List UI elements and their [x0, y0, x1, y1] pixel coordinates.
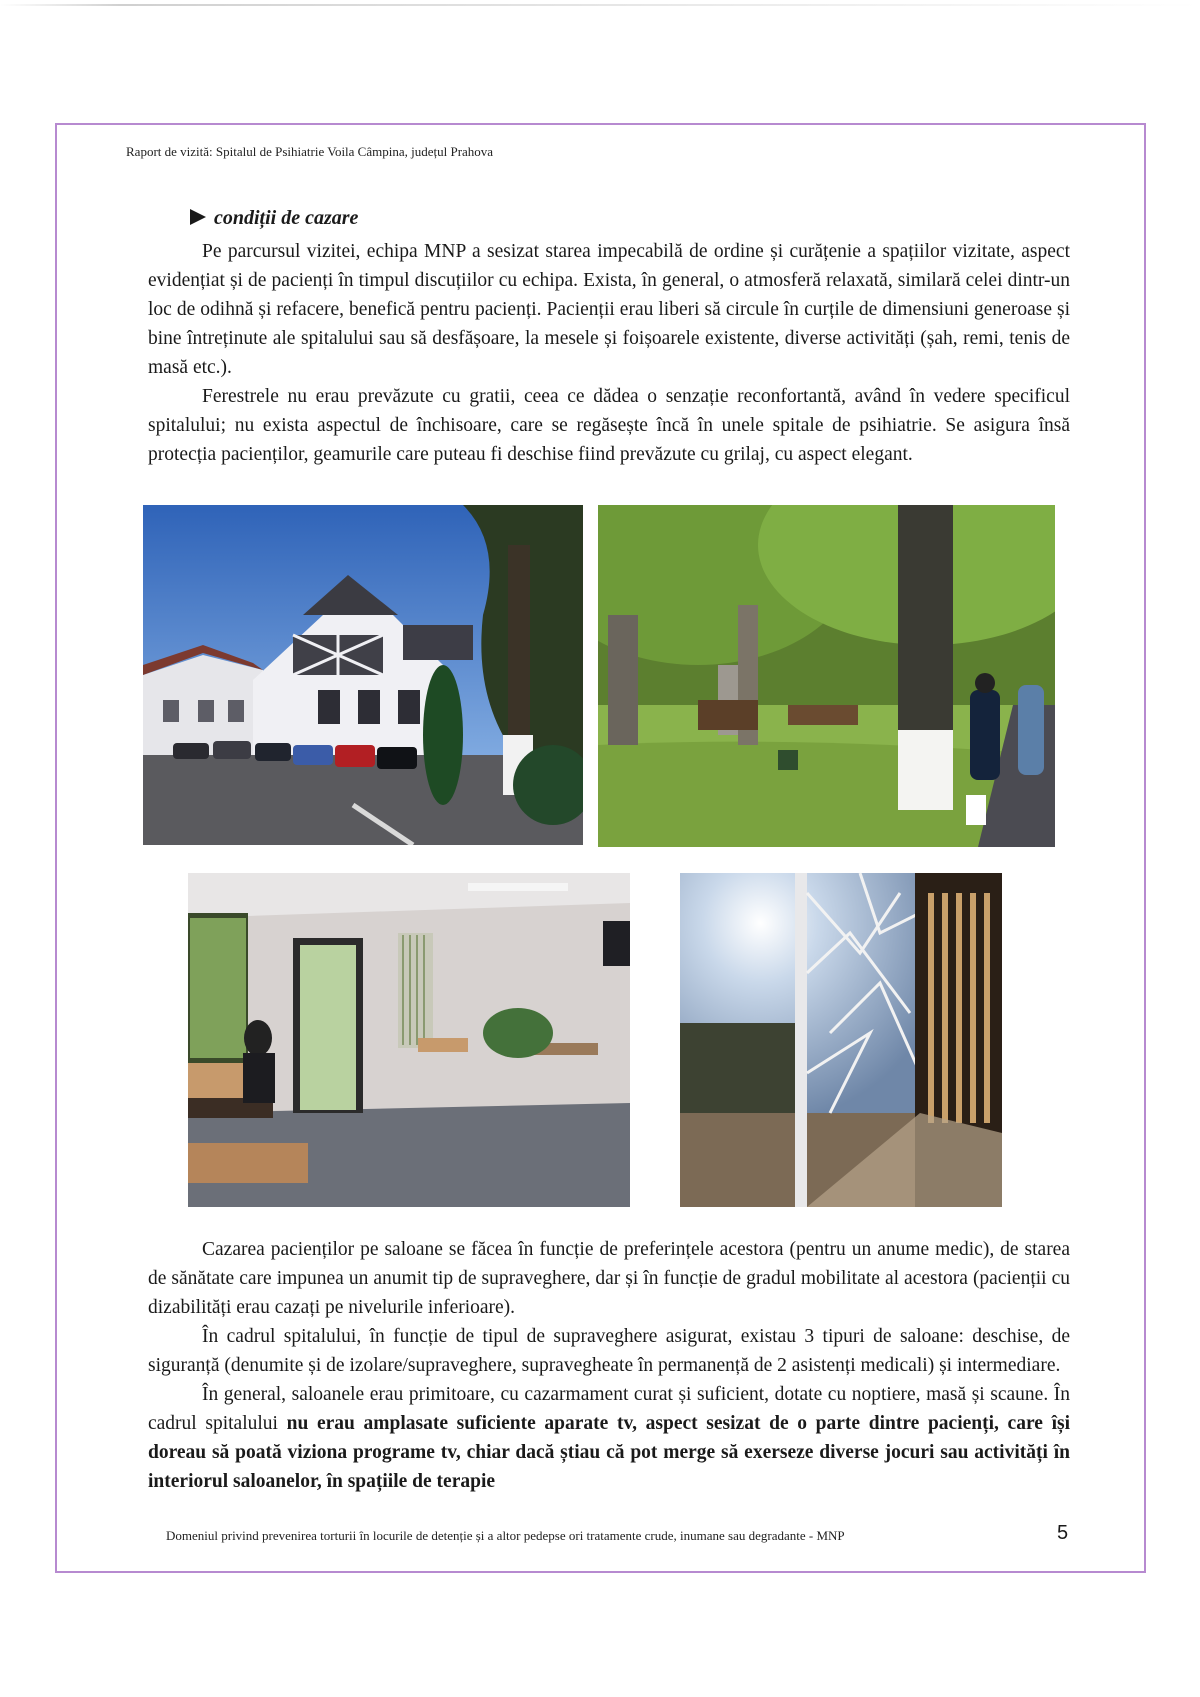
park-courtyard-image: [598, 505, 1055, 847]
window-grille-image: [680, 873, 1002, 1207]
paragraph-2: Ferestrele nu erau prevăzute cu gratii, ceea ce dădea o senzație reconfortantă, având în vedere specificul spitalului; nu exista aspectul de închisoare, care se regăsește încă în unele spitale de psihiatrie. Se asigura însă protecția pacienților, geamurile care puteau fi deschise fiind prevăzute cu grilaj, cu aspect elegant.: [148, 386, 1070, 465]
section-heading: [190, 207, 358, 230]
paragraph-3: Cazarea pacienților pe saloane se făcea în funcție de preferințele acestora (pentru un anume medic), de starea de sănătate care impunea un anumit tip de supraveghere, dar și în funcție de gradul mobilitate al acestora (pacienții cu dizabilități erau cazați pe nivelurile inferioare).: [148, 1239, 1070, 1318]
section-heading-text: condiții de cazare: [214, 207, 359, 229]
triangle-bullet-icon: [190, 209, 206, 225]
hospital-building-image: [143, 505, 583, 845]
photo-window-grille: [680, 873, 1002, 1207]
running-header: Raport de vizită: Spitalul de Psihiatrie Voila Câmpina, județul Prahova: [126, 144, 494, 159]
page-number: 5: [1057, 1522, 1069, 1544]
photo-park-courtyard: [598, 505, 1055, 847]
paragraph-4: În cadrul spitalului, în funcție de tipul de supraveghere asigurat, existau 3 tipuri de saloane: deschise, de siguranță (denumite și de izolare/supraveghere, supravegheate în permanență de 2 asistenți medicali) și intermediare.: [148, 1326, 1070, 1376]
paragraph-5-bold-text: nu erau amplasate suficiente aparate tv, aspect sesizat de o parte dintre pacienți, care își doreau să poată viziona programe tv, chiar dacă știau că pot merge să exerseze diverse jocuri sau activități în interiorul saloanelor, în spațiile de terapie: [148, 1413, 1070, 1492]
paragraph-5-text: În general, saloanele erau primitoare, cu cazarmament curat și suficient, dotate cu noptiere, masă și scaune. În cadrul spitalului: [148, 1384, 1070, 1434]
running-footer: Domeniul privind prevenirea torturii în locurile de detenție și a altor pedepse ori tratamente crude, inumane sau degradante - MNP: [166, 1528, 845, 1543]
photo-dining-room: [188, 873, 630, 1207]
scan-edge-line: [0, 4, 1200, 6]
lower-text-block: [148, 1235, 1070, 1496]
paragraph-1: Pe parcursul vizitei, echipa MNP a sesizat starea impecabilă de ordine și curățenie a spațiilor vizitate, aspect evidențiat și de pacienți în timpul discuțiilor cu echipa. Exista, în general, o atmosferă relaxată, similară celei dintr-un loc de odihnă și refacere, benefică pentru pacienți. Pacienții erau liberi să circule în curțile de dimensiuni generoase și bine întreținute ale spitalului sau să desfășoare, la mesele și foișoarele existente, diverse activități (șah, remi, tenis de masă etc.).: [148, 241, 1070, 378]
upper-text-block: [148, 237, 1070, 469]
photo-hospital-building: [143, 505, 583, 845]
paragraph-5: [148, 1380, 1070, 1496]
dining-room-image: [188, 873, 630, 1207]
